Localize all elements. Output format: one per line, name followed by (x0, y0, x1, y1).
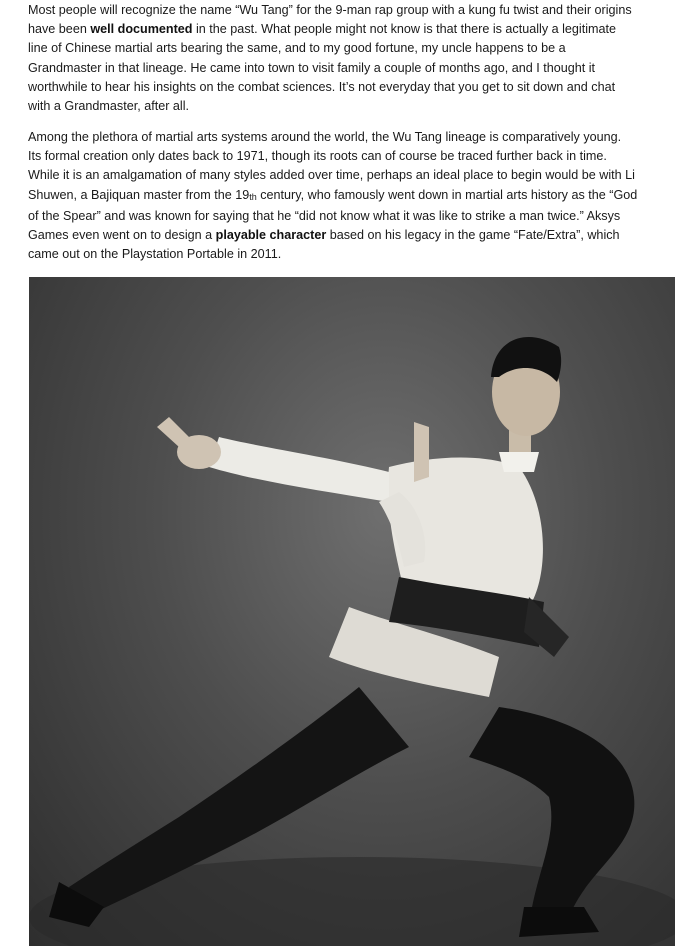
ordinal-suffix: th (249, 191, 257, 202)
text-line: While it is an amalgamation of many styles added over time, perhaps an ideal place to begin would be with Li (28, 168, 635, 183)
text-segment: based on his legacy in the game “Fate/Extra”, which (326, 228, 620, 243)
text-line: Among the plethora of martial arts systems around the world, the Wu Tang lineage is comparatively young. (28, 130, 622, 144)
text-line: Grandmaster in that lineage. He came into town to visit family a couple of months ago, and I thought it (28, 60, 596, 75)
well-documented-link[interactable]: well documented (90, 22, 193, 37)
text-line: line of Chinese martial arts bearing the same, and to my good fortune, my uncle happens to be a (28, 41, 566, 56)
playable-character-link[interactable]: playable character (215, 228, 327, 243)
martial-artist-illustration (29, 277, 675, 946)
text-line (28, 186, 674, 207)
text-segment: in the past. What people might not know is that there is actually a legitimate (192, 22, 617, 37)
text-segment: century, who famously went down in martial arts history as the “God (256, 187, 638, 202)
text-segment: Games even went on to design a (28, 228, 216, 243)
text-line: came out on the Playstation Portable in 2011. (28, 247, 282, 262)
text-line: of the Spear” and was known for saying that he “did not know what it was like to strike a man twice.” Aksys (28, 208, 621, 223)
text-line: Most people will recognize the name “Wu Tang” for the 9-man rap group with a kung fu twist and their origins (28, 3, 632, 17)
text-line (28, 226, 674, 245)
history-paragraph (28, 128, 674, 264)
intro-paragraph (28, 1, 674, 116)
text-segment: Shuwen, a Bajiquan master from the 19 (28, 187, 250, 202)
martial-artist-photo (29, 277, 675, 946)
text-line: with a Grandmaster, after all. (28, 99, 189, 114)
text-line (28, 20, 674, 39)
text-line: worthwhile to hear his insights on the combat sciences. It’s not everyday that you get to sit down and chat (28, 79, 616, 94)
text-line: Its formal creation only dates back to 1971, though its roots can of course be traced further back in time. (28, 149, 607, 164)
text-segment: have been (28, 22, 91, 37)
